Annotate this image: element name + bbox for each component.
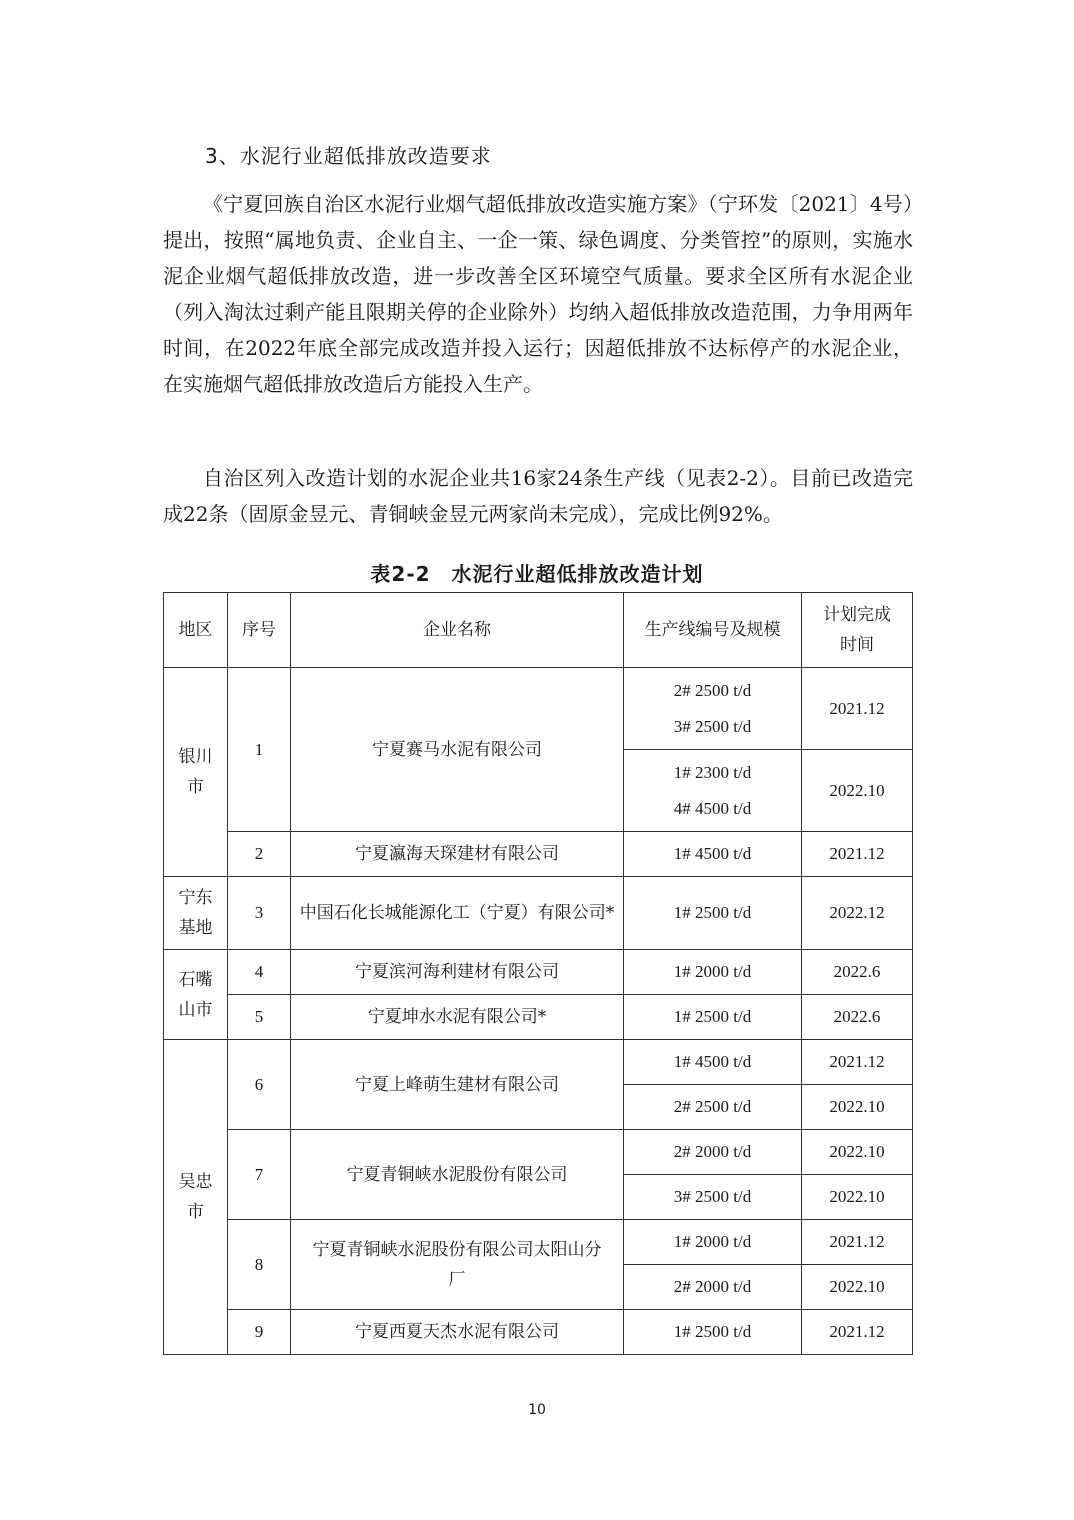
company-cell: 宁夏青铜峡水泥股份有限公司太阳山分厂 xyxy=(291,1220,624,1310)
header-region: 地区 xyxy=(164,593,228,668)
line-cell: 2# 2500 t/d xyxy=(624,1085,802,1130)
line-cell: 2# 2000 t/d xyxy=(624,1265,802,1310)
region-cell: 吴忠市 xyxy=(164,1040,228,1355)
table-row xyxy=(164,1040,913,1085)
table-row xyxy=(164,832,913,877)
company-cell: 宁夏赛马水泥有限公司 xyxy=(291,668,624,832)
region-cell: 石嘴山市 xyxy=(164,950,228,1040)
seq-cell: 7 xyxy=(228,1130,291,1220)
line-item: 2# 2500 t/d xyxy=(673,680,752,700)
time-cell: 2022.10 xyxy=(802,1265,913,1310)
seq-cell: 8 xyxy=(228,1220,291,1310)
line-cell: 1# 2500 t/d xyxy=(624,1310,802,1355)
header-plan-time: 计划完成时间 xyxy=(802,593,913,668)
table-row xyxy=(164,995,913,1040)
company-cell: 宁夏瀛海天琛建材有限公司 xyxy=(291,832,624,877)
company-cell: 宁夏西夏天杰水泥有限公司 xyxy=(291,1310,624,1355)
time-cell: 2021.12 xyxy=(802,668,913,750)
paragraph-2: 自治区列入改造计划的水泥企业共16家24条生产线（见表2-2）。目前已改造完成22条（固原金昱元、青铜峡金昱元两家尚未完成），完成比例92%。 xyxy=(163,466,913,526)
company-cell: 中国石化长城能源化工（宁夏）有限公司* xyxy=(291,877,624,950)
company-cell: 宁夏坤水水泥有限公司* xyxy=(291,995,624,1040)
line-cell: 2# 2000 t/d xyxy=(624,1130,802,1175)
table-header-row xyxy=(164,593,913,668)
table-row xyxy=(164,877,913,950)
line-item: 4# 4500 t/d xyxy=(673,798,752,818)
region-cell: 宁东基地 xyxy=(164,877,228,950)
time-cell: 2022.6 xyxy=(802,995,913,1040)
seq-cell: 4 xyxy=(228,950,291,995)
seq-cell: 5 xyxy=(228,995,291,1040)
time-cell: 2021.12 xyxy=(802,1040,913,1085)
time-cell: 2022.12 xyxy=(802,877,913,950)
seq-cell: 9 xyxy=(228,1310,291,1355)
seq-cell: 3 xyxy=(228,877,291,950)
line-cell: 1# 4500 t/d xyxy=(624,1040,802,1085)
line-cell: 1# 2500 t/d xyxy=(624,995,802,1040)
table-row xyxy=(164,1220,913,1265)
time-cell: 2021.12 xyxy=(802,832,913,877)
line-item: 3# 2500 t/d xyxy=(673,716,752,736)
paragraph-1: 《宁夏回族自治区水泥行业烟气超低排放改造实施方案》（宁环发〔2021〕4号）提出，按照“属地负责、企业自主、一企一策、绿色调度、分类管控”的原则，实施水泥企业烟气超低排放改造，进一步改善全区环境空气质量。要求全区所有水泥企业（列入淘汰过剩产能且限期关停的企业除外）均纳入超低排放改造范围，力争用两年时间，在2022年底全部完成改造并投入运行；因超低排放不达标停产的水泥企业，在实施烟气超低排放改造后方能投入生产。 xyxy=(163,192,913,396)
table-row xyxy=(164,1310,913,1355)
table-row xyxy=(164,668,913,750)
time-cell: 2021.12 xyxy=(802,1220,913,1265)
time-cell: 2022.6 xyxy=(802,950,913,995)
time-cell: 2021.12 xyxy=(802,1310,913,1355)
company-cell: 宁夏青铜峡水泥股份有限公司 xyxy=(291,1130,624,1220)
line-cell: 1# 2000 t/d xyxy=(624,950,802,995)
line-cell xyxy=(624,668,802,750)
company-cell: 宁夏滨河海利建材有限公司 xyxy=(291,950,624,995)
retrofit-plan-table xyxy=(163,592,913,1355)
seq-cell: 6 xyxy=(228,1040,291,1130)
line-cell xyxy=(624,750,802,832)
table-caption: 表2-2 水泥行业超低排放改造计划 xyxy=(370,562,704,586)
table-row xyxy=(164,950,913,995)
line-cell: 1# 2000 t/d xyxy=(624,1220,802,1265)
section-heading: 3、水泥行业超低排放改造要求 xyxy=(205,144,492,168)
line-cell: 3# 2500 t/d xyxy=(624,1175,802,1220)
header-company: 企业名称 xyxy=(291,593,624,668)
line-item: 1# 2300 t/d xyxy=(673,762,752,782)
seq-cell: 2 xyxy=(228,832,291,877)
header-line: 生产线编号及规模 xyxy=(624,593,802,668)
time-cell: 2022.10 xyxy=(802,1085,913,1130)
company-cell: 宁夏上峰萌生建材有限公司 xyxy=(291,1040,624,1130)
page-number: 10 xyxy=(528,1402,546,1418)
time-cell: 2022.10 xyxy=(802,1130,913,1175)
seq-cell: 1 xyxy=(228,668,291,832)
line-cell: 1# 4500 t/d xyxy=(624,832,802,877)
header-seq: 序号 xyxy=(228,593,291,668)
region-cell: 银川市 xyxy=(164,668,228,877)
time-cell: 2022.10 xyxy=(802,750,913,832)
line-cell: 1# 2500 t/d xyxy=(624,877,802,950)
table-row xyxy=(164,1130,913,1175)
time-cell: 2022.10 xyxy=(802,1175,913,1220)
